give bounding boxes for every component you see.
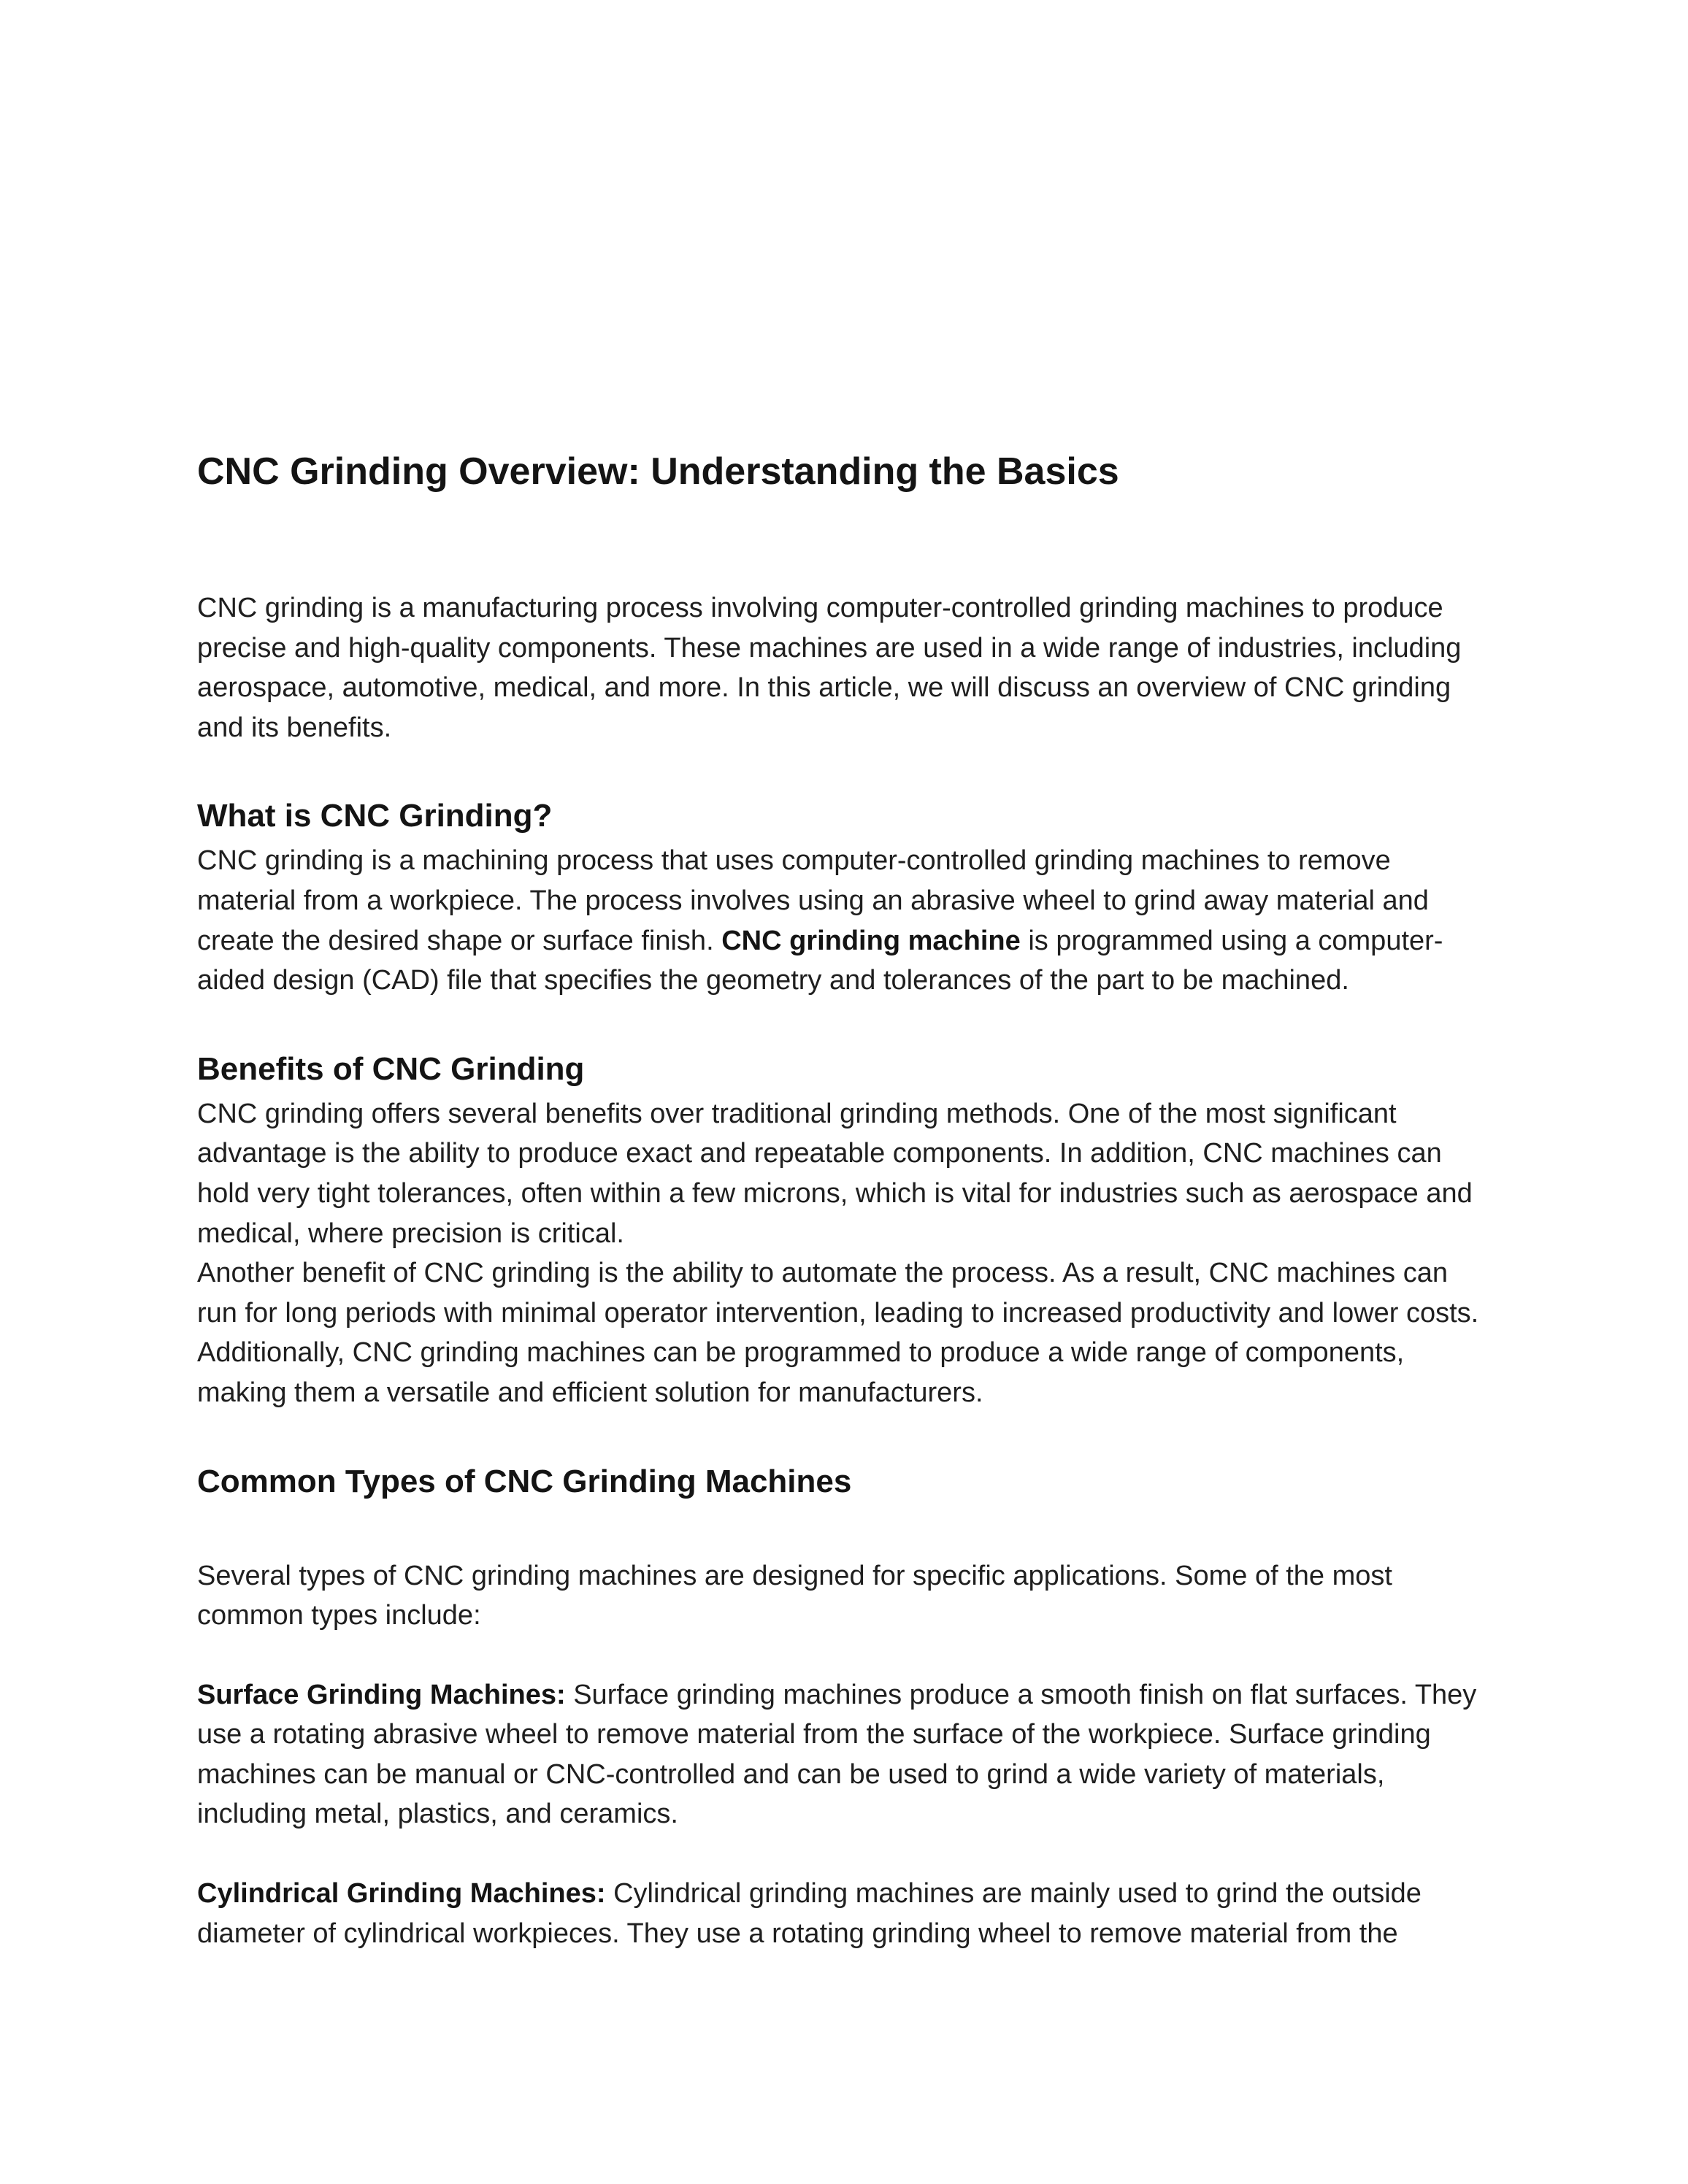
surface-grinding-label: Surface Grinding Machines: [197, 1679, 566, 1710]
what-is-bold-term: CNC grinding machine [721, 925, 1021, 956]
what-is-heading: What is CNC Grinding? [197, 798, 553, 834]
surface-grinding-text: Surface grinding machines produce a smooth finish on flat surfaces. They use a rotating abrasive wheel to remove material from the surface of the workpiece. Surface grinding machines can be manual or CNC-controlled and can be used to grind a wide variety of materials, including metal, plastics, and ceramics. [197, 1679, 1477, 1830]
what-is-paragraph [197, 841, 1491, 1000]
intro-paragraph: CNC grinding is a manufacturing process involving computer-controlled grinding machines to produce precise and high-quality components. These machines are used in a wide range of industries, including aerospace, automotive, medical, and more. In this article, we will discuss an overview of CNC grinding and its benefits. [197, 593, 1462, 743]
page-title: CNC Grinding Overview: Understanding the Basics [197, 450, 1119, 493]
what-is-text-start: CNC grinding is a machining process that uses computer-controlled grinding machines to remove material from a workpiece. The process involves using an abrasive wheel to grind away material and create the desired shape or surface finish. [197, 845, 1429, 956]
types-intro-paragraph: Several types of CNC grinding machines are designed for specific applications. Some of the most common types include: [197, 1560, 1392, 1631]
benefits-paragraph-1: CNC grinding offers several benefits over traditional grinding methods. One of the most significant advantage is the ability to produce exact and repeatable components. In addition, CNC machines can hold very tight tolerances, often within a few microns, which is vital for industries such as aerospace and medical, where precision is critical. [197, 1098, 1473, 1249]
benefits-paragraph-2: Another benefit of CNC grinding is the ability to automate the process. As a result, CNC machines can run for long periods with minimal operator intervention, leading to increased productivity and lower costs. Additionally, CNC grinding machines can be programmed to produce a wide range of components, making them a versatile and efficient solution for manufacturers. [197, 1258, 1479, 1408]
what-is-text-end: is programmed using a computer-aided design (CAD) file that specifies the geometry and tolerances of the part to be machined. [197, 925, 1443, 996]
surface-grinding-paragraph [197, 1675, 1491, 1834]
cylindrical-grinding-text: Cylindrical grinding machines are mainly used to grind the outside diameter of cylindrical workpieces. They use a rotating grinding wheel to remove material from the [197, 1878, 1422, 1949]
types-heading: Common Types of CNC Grinding Machines [197, 1463, 852, 1499]
cylindrical-grinding-paragraph [197, 1874, 1491, 1953]
document-content [197, 441, 1491, 1953]
benefits-heading: Benefits of CNC Grinding [197, 1050, 585, 1087]
cylindrical-grinding-label: Cylindrical Grinding Machines: [197, 1878, 606, 1910]
